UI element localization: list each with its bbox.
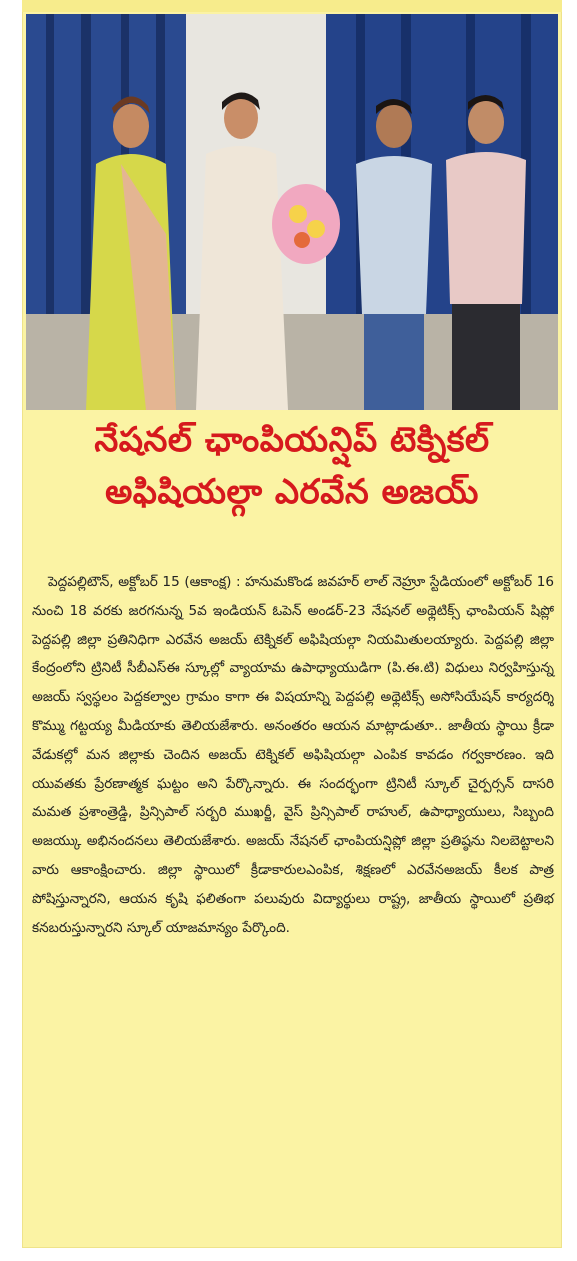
newspaper-clipping — [22, 0, 562, 1248]
article-body: పెద్దపల్లిటౌన్, అక్టోబర్ 15 (ఆకాంక్ష) : హనుమకొండ జవహర్ లాల్ నెహ్రూ స్టేడియంలో అక్టోబర్ 16 నుంచి 18 వరకు జరగనున్న 5వ ఇండియన్ ఓపెన్ అండర్-23 నేషనల్ అథ్లెటిక్స్ ఛాంపియన్ షిప్లో పెద్దపల్లి జిల్లా ప్రతినిధిగా ఎరవేన అజయ్ టెక్నికల్ అఫిషియల్గా నియమితులయ్యారు. పెద్దపల్లి జిల్లా కేంద్రంలోని ట్రినిటీ సీబీఎస్ఈ స్కూల్లో వ్యాయామ ఉపాధ్యాయుడిగా (పి.ఈ.టి) విధులు నిర్వహిస్తున్న అజయ్ స్వస్థలం పెద్దకల్వాల గ్రామం కాగా ఈ విషయాన్ని పెద్దపల్లి అథ్లెటిక్స్ అసోసియేషన్ కార్యదర్శి కొమ్ము గట్టయ్య మీడియాకు తెలియజేశారు. అనంతరం ఆయన మాట్లాడుతూ.. జాతీయ స్థాయి క్రీడా వేడుకల్లో మన జిల్లాకు చెందిన అజయ్ టెక్నికల్ అఫిషియల్గా ఎంపిక కావడం గర్వకారణం. ఇది యువతకు ప్రేరణాత్మక ఘట్టం అని పేర్కొన్నారు. ఈ సందర్భంగా ట్రినిటీ స్కూల్ చైర్పర్సన్ దాసరి మమత ప్రశాంత్రెడ్డి, ప్రిన్సిపాల్ సర్బరి ముఖర్జీ, వైస్ ప్రిన్సిపాల్ రాహుల్, ఉపాధ్యాయులు, సిబ్బంది అజయ్కు అభినందనలు తెలియజేశారు. అజయ్ నేషనల్ ఛాంపియన్షిప్లో జిల్లా ప్రతిష్ఠను నిలబెట్టాలని వారు ఆకాంక్షించారు. జిల్లా స్థాయిలో క్రీడాకారులఎంపిక, శిక్షణలో ఎరవేనఅజయ్ కీలక పాత్ర పోషిస్తున్నారని, ఆయన కృషి ఫలితంగా పలువురు విద్యార్థులు రాష్ట్ర, జాతీయ స్థాయిలో ప్రతిభ కనబరుస్తున్నారని స్కూల్ యాజమాన్యం పేర్కొంది. — [32, 574, 554, 936]
headline-line-2: అఫిషియల్గా ఎరవేన అజయ్ — [105, 472, 479, 512]
news-photo — [26, 14, 558, 410]
article-headline — [22, 414, 562, 518]
group-photo-icon — [26, 14, 558, 410]
previous-article-strip — [22, 0, 562, 12]
headline-line-1: నేషనల్ ఛాంపియన్షిప్ టెక్నికల్ — [94, 420, 490, 460]
